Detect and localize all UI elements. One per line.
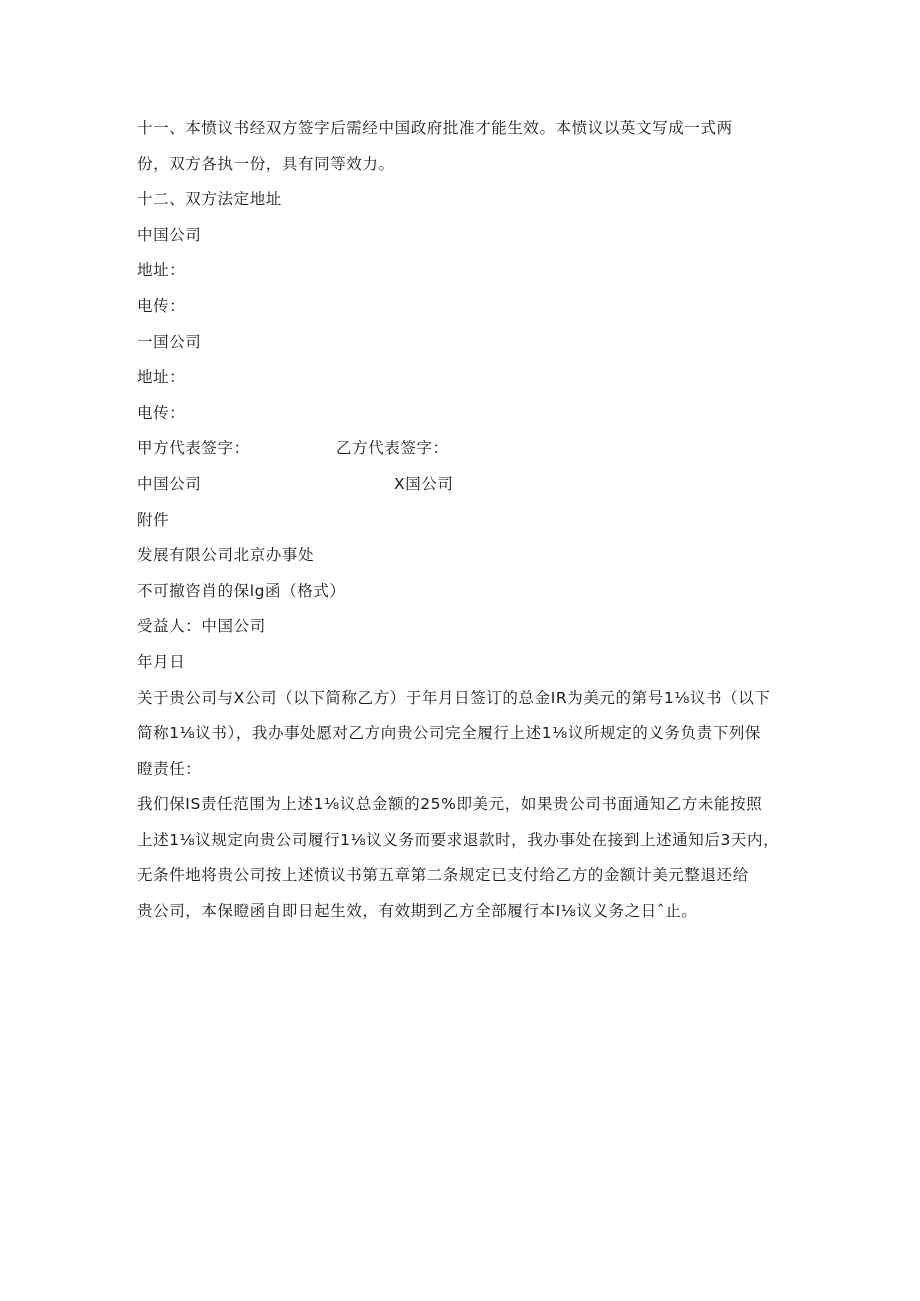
issuer-name: 发展有限公司北京办事处 bbox=[137, 546, 315, 565]
paragraph-line: 关于贵公司与X公司（以下简称乙方）于年月日签订的总金IR为美元的第号1⅛议书（以下 bbox=[137, 688, 771, 707]
annex-heading: 附件 bbox=[137, 510, 170, 529]
paragraph-line: 上述1⅛议规定向贵公司履行1⅛议义务而要求退款时，我办事处在接到上述通知后3天内， bbox=[137, 830, 780, 849]
party-b-name: 一国公司 bbox=[137, 332, 202, 351]
party-b-signature-label: 乙方代表签字： bbox=[336, 439, 449, 458]
beneficiary-line: 受益人：中国公司 bbox=[137, 617, 266, 636]
signature-companies-row bbox=[137, 467, 797, 503]
party-b-signature-company: X国公司 bbox=[394, 474, 454, 493]
guarantee-title: 不可撤咨肖的保lg函（格式） bbox=[137, 581, 346, 600]
paragraph-line: 无条件地将贵公司按上述愤议书第五章第二条规定已支付给乙方的金额计美元整退还给 bbox=[137, 866, 749, 885]
paragraph-line: 简称1⅛议书），我办事处愿对乙方向贵公司完全履行上述1⅛议所规定的义务负责下列保 bbox=[137, 724, 762, 743]
paragraph-line: 瞪责任： bbox=[137, 759, 202, 778]
party-b-address-label: 地址： bbox=[137, 368, 186, 387]
party-a-name: 中国公司 bbox=[137, 225, 202, 244]
party-b-telex-label: 电传： bbox=[137, 403, 186, 422]
party-a-telex-label: 电传： bbox=[137, 296, 186, 315]
signature-labels-row bbox=[137, 431, 797, 467]
paragraph-line: 我们保IS责任范围为上述1⅛议总金额的25%即美元，如果贵公司书面通知乙方未能按照 bbox=[137, 795, 763, 814]
section-heading: 十二、双方法定地址 bbox=[137, 190, 282, 209]
document-body bbox=[137, 111, 797, 930]
party-a-signature-company: 中国公司 bbox=[137, 474, 202, 493]
party-a-address-label: 地址： bbox=[137, 261, 186, 280]
paragraph-line: 份，双方各执一份，具有同等效力。 bbox=[137, 154, 395, 173]
date-line: 年月日 bbox=[137, 652, 186, 671]
paragraph-line: 贵公司，本保瞪函自即日起生效，有效期到乙方全部履行本I⅛议义务之日ˆ止。 bbox=[137, 902, 698, 921]
party-a-signature-label: 甲方代表签字： bbox=[137, 439, 250, 458]
paragraph-line: 十一、本愤议书经双方签字后需经中国政府批准才能生效。本愤议以英文写成一式两 bbox=[137, 119, 733, 137]
